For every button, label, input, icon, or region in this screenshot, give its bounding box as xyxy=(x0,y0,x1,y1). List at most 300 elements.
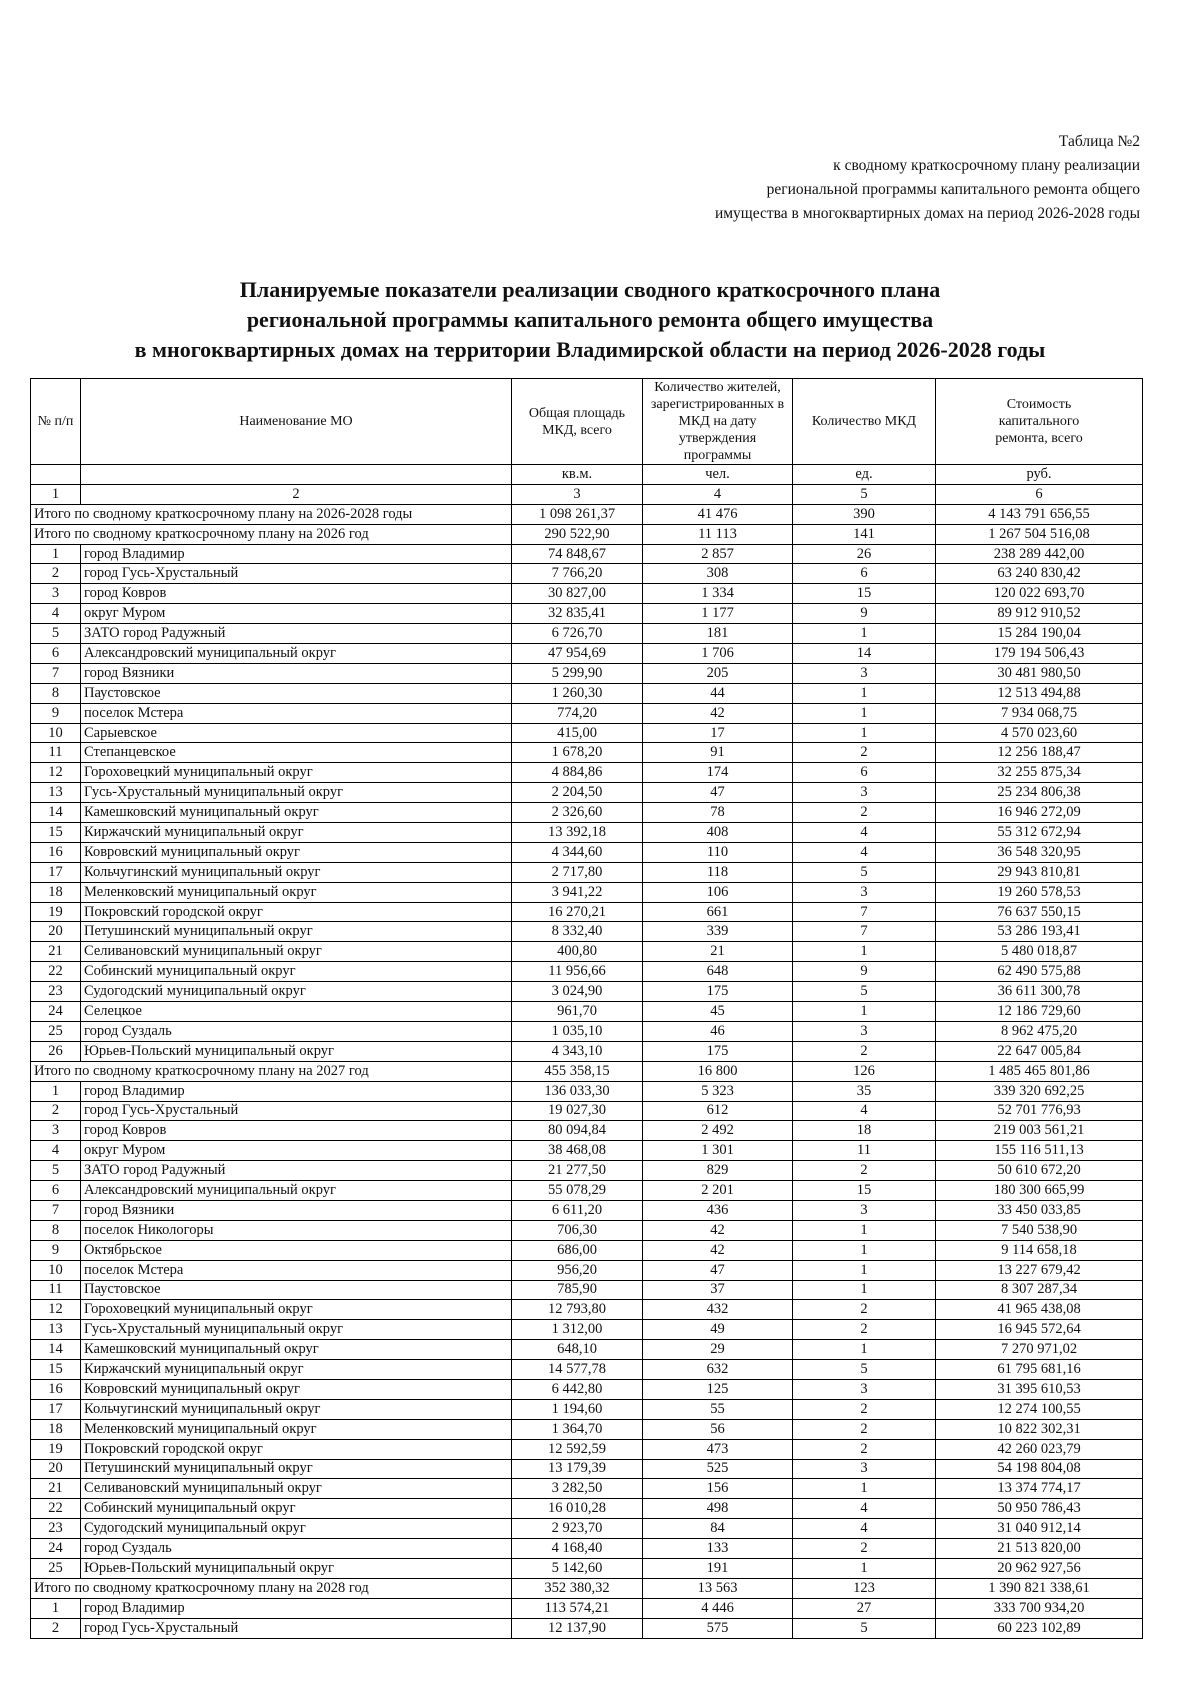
residents-value: 55 xyxy=(643,1399,793,1419)
area-value: 38 468,08 xyxy=(512,1141,643,1161)
residents-value: 44 xyxy=(643,683,793,703)
row-number: 18 xyxy=(31,1419,81,1439)
area-value: 961,70 xyxy=(512,1002,643,1022)
cost-value: 60 223 102,89 xyxy=(936,1618,1143,1638)
area-value: 956,20 xyxy=(512,1260,643,1280)
total-row xyxy=(31,1578,1143,1598)
row-number: 16 xyxy=(31,842,81,862)
mkd-count-value: 3 xyxy=(793,882,936,902)
mkd-count-value: 5 xyxy=(793,1360,936,1380)
area-value: 3 282,50 xyxy=(512,1479,643,1499)
municipality-name: Селивановский муниципальный округ xyxy=(81,942,512,962)
table-row xyxy=(31,683,1143,703)
area-value: 6 442,80 xyxy=(512,1379,643,1399)
row-number: 23 xyxy=(31,1519,81,1539)
area-value: 415,00 xyxy=(512,723,643,743)
area-value: 19 027,30 xyxy=(512,1101,643,1121)
cost-value: 12 274 100,55 xyxy=(936,1399,1143,1419)
cost-value: 41 965 438,08 xyxy=(936,1300,1143,1320)
residents-value: 16 800 xyxy=(643,1061,793,1081)
row-number: 8 xyxy=(31,683,81,703)
area-value: 2 923,70 xyxy=(512,1519,643,1539)
cost-value: 16 945 572,64 xyxy=(936,1320,1143,1340)
table-row xyxy=(31,1419,1143,1439)
residents-value: 21 xyxy=(643,942,793,962)
mkd-count-value: 1 xyxy=(793,1479,936,1499)
row-number: 3 xyxy=(31,584,81,604)
table-row xyxy=(31,982,1143,1002)
row-number: 2 xyxy=(31,1618,81,1638)
residents-value: 110 xyxy=(643,842,793,862)
municipality-name: Александровский муниципальный округ xyxy=(81,1181,512,1201)
residents-value: 175 xyxy=(643,1041,793,1061)
row-number: 25 xyxy=(31,1021,81,1041)
total-row xyxy=(31,1061,1143,1081)
municipality-name: город Владимир xyxy=(81,544,512,564)
table-row xyxy=(31,1439,1143,1459)
row-number: 21 xyxy=(31,942,81,962)
table-row xyxy=(31,1200,1143,1220)
mkd-count-value: 2 xyxy=(793,1041,936,1061)
cost-value: 12 186 729,60 xyxy=(936,1002,1143,1022)
mkd-count-value: 1 xyxy=(793,1340,936,1360)
municipality-name: Киржачский муниципальный округ xyxy=(81,823,512,843)
residents-value: 42 xyxy=(643,1220,793,1240)
residents-value: 175 xyxy=(643,982,793,1002)
municipality-name: округ Муром xyxy=(81,1141,512,1161)
area-value: 7 766,20 xyxy=(512,564,643,584)
cost-value: 7 934 068,75 xyxy=(936,703,1143,723)
area-value: 16 270,21 xyxy=(512,902,643,922)
mkd-count-value: 2 xyxy=(793,743,936,763)
municipality-name: Собинский муниципальный округ xyxy=(81,962,512,982)
title-line-1: Планируемые показатели реализации сводного краткосрочного плана xyxy=(239,277,941,302)
municipality-name: Меленковский муниципальный округ xyxy=(81,1419,512,1439)
mkd-count-value: 7 xyxy=(793,902,936,922)
cost-value: 15 284 190,04 xyxy=(936,624,1143,644)
residents-value: 661 xyxy=(643,902,793,922)
row-number: 15 xyxy=(31,1360,81,1380)
area-value: 4 344,60 xyxy=(512,842,643,862)
row-number: 5 xyxy=(31,1161,81,1181)
residents-value: 125 xyxy=(643,1379,793,1399)
municipality-name: Киржачский муниципальный округ xyxy=(81,1360,512,1380)
residents-value: 575 xyxy=(643,1618,793,1638)
residents-value: 56 xyxy=(643,1419,793,1439)
table-row xyxy=(31,564,1143,584)
residents-value: 11 113 xyxy=(643,524,793,544)
cost-value: 180 300 665,99 xyxy=(936,1181,1143,1201)
area-value: 785,90 xyxy=(512,1280,643,1300)
table-row xyxy=(31,1519,1143,1539)
title-line-3: в многоквартирных домах на территории Владимирской области на период 2026-2028 годы xyxy=(134,337,1046,362)
municipality-name: Паустовское xyxy=(81,1280,512,1300)
table-row xyxy=(31,1081,1143,1101)
cost-value: 1 390 821 338,61 xyxy=(936,1578,1143,1598)
municipality-name: Гороховецкий муниципальный округ xyxy=(81,1300,512,1320)
table-row xyxy=(31,1280,1143,1300)
cost-value: 1 485 465 801,86 xyxy=(936,1061,1143,1081)
residents-value: 525 xyxy=(643,1459,793,1479)
row-number: 1 xyxy=(31,544,81,564)
cost-value: 63 240 830,42 xyxy=(936,564,1143,584)
row-number: 12 xyxy=(31,763,81,783)
total-label: Итого по сводному краткосрочному плану на 2026 год xyxy=(31,524,512,544)
cost-value: 31 040 912,14 xyxy=(936,1519,1143,1539)
table-row xyxy=(31,743,1143,763)
cost-value: 333 700 934,20 xyxy=(936,1598,1143,1618)
area-value: 3 941,22 xyxy=(512,882,643,902)
title-line-2: региональной программы капитального ремонта общего имущества xyxy=(246,307,934,332)
mkd-count-value: 1 xyxy=(793,624,936,644)
mkd-count-value: 2 xyxy=(793,1399,936,1419)
cost-value: 7 540 538,90 xyxy=(936,1220,1143,1240)
row-number: 17 xyxy=(31,862,81,882)
municipality-name: Селивановский муниципальный округ xyxy=(81,1479,512,1499)
cost-value: 238 289 442,00 xyxy=(936,544,1143,564)
municipality-name: Покровский городской округ xyxy=(81,902,512,922)
residents-value: 205 xyxy=(643,663,793,683)
mkd-count-value: 3 xyxy=(793,783,936,803)
municipality-name: Судогодский муниципальный округ xyxy=(81,982,512,1002)
municipality-name: Камешковский муниципальный округ xyxy=(81,803,512,823)
municipality-name: город Ковров xyxy=(81,1121,512,1141)
table-row xyxy=(31,1121,1143,1141)
municipality-name: Гороховецкий муниципальный округ xyxy=(81,763,512,783)
municipality-name: Кольчугинский муниципальный округ xyxy=(81,862,512,882)
header-num: № п/п xyxy=(31,379,81,465)
mkd-count-value: 2 xyxy=(793,1439,936,1459)
area-value: 32 835,41 xyxy=(512,604,643,624)
cost-value: 9 114 658,18 xyxy=(936,1240,1143,1260)
area-value: 6 726,70 xyxy=(512,624,643,644)
row-number: 7 xyxy=(31,1200,81,1220)
municipality-name: Ковровский муниципальный округ xyxy=(81,1379,512,1399)
row-number: 2 xyxy=(31,1101,81,1121)
table-row xyxy=(31,703,1143,723)
table-row xyxy=(31,1240,1143,1260)
table-row xyxy=(31,922,1143,942)
residents-value: 13 563 xyxy=(643,1578,793,1598)
cost-value: 8 962 475,20 xyxy=(936,1021,1143,1041)
row-number: 15 xyxy=(31,823,81,843)
residents-value: 42 xyxy=(643,703,793,723)
cost-value: 120 022 693,70 xyxy=(936,584,1143,604)
table-row xyxy=(31,1558,1143,1578)
table-header-row xyxy=(31,379,1143,465)
cost-value: 19 260 578,53 xyxy=(936,882,1143,902)
area-value: 80 094,84 xyxy=(512,1121,643,1141)
area-value: 12 137,90 xyxy=(512,1618,643,1638)
area-value: 774,20 xyxy=(512,703,643,723)
row-number: 12 xyxy=(31,1300,81,1320)
cost-value: 21 513 820,00 xyxy=(936,1539,1143,1559)
row-number: 5 xyxy=(31,624,81,644)
residents-value: 42 xyxy=(643,1240,793,1260)
mkd-count-value: 2 xyxy=(793,1320,936,1340)
area-value: 1 035,10 xyxy=(512,1021,643,1041)
residents-value: 45 xyxy=(643,1002,793,1022)
table-row xyxy=(31,1300,1143,1320)
document-title xyxy=(40,275,1140,365)
municipality-name: город Вязники xyxy=(81,1200,512,1220)
mkd-count-value: 3 xyxy=(793,1021,936,1041)
col-number: 3 xyxy=(512,484,643,504)
area-value: 1 260,30 xyxy=(512,683,643,703)
cost-value: 13 227 679,42 xyxy=(936,1260,1143,1280)
table-row xyxy=(31,1002,1143,1022)
mkd-count-value: 1 xyxy=(793,683,936,703)
municipality-name: ЗАТО город Радужный xyxy=(81,624,512,644)
residents-value: 118 xyxy=(643,862,793,882)
row-number: 6 xyxy=(31,644,81,664)
total-label: Итого по сводному краткосрочному плану на 2028 год xyxy=(31,1578,512,1598)
area-value: 30 827,00 xyxy=(512,584,643,604)
cost-value: 62 490 575,88 xyxy=(936,962,1143,982)
total-row xyxy=(31,524,1143,544)
cost-value: 61 795 681,16 xyxy=(936,1360,1143,1380)
municipality-name: город Гусь-Хрустальный xyxy=(81,564,512,584)
col-number: 6 xyxy=(936,484,1143,504)
row-number: 11 xyxy=(31,1280,81,1300)
col-number: 1 xyxy=(31,484,81,504)
mkd-count-value: 1 xyxy=(793,942,936,962)
cost-value: 12 513 494,88 xyxy=(936,683,1143,703)
residents-value: 2 857 xyxy=(643,544,793,564)
mkd-count-value: 2 xyxy=(793,1161,936,1181)
cost-value: 1 267 504 516,08 xyxy=(936,524,1143,544)
row-number: 7 xyxy=(31,663,81,683)
row-number: 6 xyxy=(31,1181,81,1201)
row-number: 2 xyxy=(31,564,81,584)
cost-value: 31 395 610,53 xyxy=(936,1379,1143,1399)
row-number: 18 xyxy=(31,882,81,902)
area-value: 12 793,80 xyxy=(512,1300,643,1320)
residents-value: 4 446 xyxy=(643,1598,793,1618)
table-row xyxy=(31,803,1143,823)
mkd-count-value: 3 xyxy=(793,1379,936,1399)
area-value: 5 142,60 xyxy=(512,1558,643,1578)
municipality-name: Судогодский муниципальный округ xyxy=(81,1519,512,1539)
table-row xyxy=(31,1320,1143,1340)
area-value: 8 332,40 xyxy=(512,922,643,942)
municipality-name: Покровский городской округ xyxy=(81,1439,512,1459)
mkd-count-value: 5 xyxy=(793,1618,936,1638)
row-number: 26 xyxy=(31,1041,81,1061)
mkd-count-value: 1 xyxy=(793,1260,936,1280)
area-value: 4 343,10 xyxy=(512,1041,643,1061)
cost-value: 339 320 692,25 xyxy=(936,1081,1143,1101)
residents-value: 648 xyxy=(643,962,793,982)
area-value: 3 024,90 xyxy=(512,982,643,1002)
municipality-name: Юрьев-Польский муниципальный округ xyxy=(81,1558,512,1578)
municipality-name: Сарыевское xyxy=(81,723,512,743)
cost-value: 50 610 672,20 xyxy=(936,1161,1143,1181)
cost-value: 29 943 810,81 xyxy=(936,862,1143,882)
cost-value: 219 003 561,21 xyxy=(936,1121,1143,1141)
mkd-count-value: 35 xyxy=(793,1081,936,1101)
mkd-count-value: 1 xyxy=(793,1240,936,1260)
area-value: 1 098 261,37 xyxy=(512,504,643,524)
mkd-count-value: 18 xyxy=(793,1121,936,1141)
table-row xyxy=(31,644,1143,664)
area-value: 13 179,39 xyxy=(512,1459,643,1479)
mkd-count-value: 1 xyxy=(793,1220,936,1240)
table-row xyxy=(31,823,1143,843)
residents-value: 2 492 xyxy=(643,1121,793,1141)
row-number: 11 xyxy=(31,743,81,763)
area-value: 706,30 xyxy=(512,1220,643,1240)
row-number: 4 xyxy=(31,604,81,624)
table-row xyxy=(31,1260,1143,1280)
mkd-count-value: 6 xyxy=(793,763,936,783)
mkd-count-value: 4 xyxy=(793,1519,936,1539)
residents-value: 41 476 xyxy=(643,504,793,524)
row-number: 19 xyxy=(31,1439,81,1459)
municipality-name: Гусь-Хрустальный муниципальный округ xyxy=(81,1320,512,1340)
cost-value: 32 255 875,34 xyxy=(936,763,1143,783)
mkd-count-value: 27 xyxy=(793,1598,936,1618)
residents-value: 29 xyxy=(643,1340,793,1360)
area-value: 1 364,70 xyxy=(512,1419,643,1439)
unit-area: кв.м. xyxy=(512,465,643,485)
residents-value: 1 301 xyxy=(643,1141,793,1161)
table-row xyxy=(31,842,1143,862)
attachment-line-3: имущества в многоквартирных домах на период 2026-2028 годы xyxy=(714,205,1140,222)
cost-value: 10 822 302,31 xyxy=(936,1419,1143,1439)
municipality-name: ЗАТО город Радужный xyxy=(81,1161,512,1181)
attachment-table-number: Таблица №2 xyxy=(1058,133,1140,150)
mkd-count-value: 11 xyxy=(793,1141,936,1161)
residents-value: 408 xyxy=(643,823,793,843)
row-number: 8 xyxy=(31,1220,81,1240)
municipality-name: Степанцевское xyxy=(81,743,512,763)
residents-value: 91 xyxy=(643,743,793,763)
cost-value: 13 374 774,17 xyxy=(936,1479,1143,1499)
col-number: 2 xyxy=(81,484,512,504)
table-row xyxy=(31,1181,1143,1201)
area-value: 13 392,18 xyxy=(512,823,643,843)
municipality-name: город Гусь-Хрустальный xyxy=(81,1101,512,1121)
area-value: 6 611,20 xyxy=(512,1200,643,1220)
residents-value: 1 706 xyxy=(643,644,793,664)
municipality-name: округ Муром xyxy=(81,604,512,624)
cost-value: 36 611 300,78 xyxy=(936,982,1143,1002)
row-number: 10 xyxy=(31,723,81,743)
cost-value: 12 256 188,47 xyxy=(936,743,1143,763)
table-row xyxy=(31,544,1143,564)
residents-value: 191 xyxy=(643,1558,793,1578)
mkd-count-value: 2 xyxy=(793,1419,936,1439)
residents-value: 78 xyxy=(643,803,793,823)
table-row xyxy=(31,1598,1143,1618)
residents-value: 106 xyxy=(643,882,793,902)
municipality-name: поселок Никологоры xyxy=(81,1220,512,1240)
municipality-name: Юрьев-Польский муниципальный округ xyxy=(81,1041,512,1061)
row-number: 19 xyxy=(31,902,81,922)
municipality-name: Октябрьское xyxy=(81,1240,512,1260)
header-name: Наименование МО xyxy=(81,379,512,465)
residents-value: 632 xyxy=(643,1360,793,1380)
mkd-count-value: 1 xyxy=(793,1558,936,1578)
mkd-count-value: 126 xyxy=(793,1061,936,1081)
indicators-table xyxy=(30,378,1143,1639)
table-row xyxy=(31,1539,1143,1559)
area-value: 74 848,67 xyxy=(512,544,643,564)
area-value: 1 678,20 xyxy=(512,743,643,763)
residents-value: 2 201 xyxy=(643,1181,793,1201)
area-value: 14 577,78 xyxy=(512,1360,643,1380)
table-row xyxy=(31,1479,1143,1499)
cost-value: 25 234 806,38 xyxy=(936,783,1143,803)
mkd-count-value: 3 xyxy=(793,1200,936,1220)
header-mkd: Количество МКД xyxy=(793,379,936,465)
area-value: 686,00 xyxy=(512,1240,643,1260)
municipality-name: Петушинский муниципальный округ xyxy=(81,922,512,942)
unit-mkd: ед. xyxy=(793,465,936,485)
table-row xyxy=(31,1499,1143,1519)
municipality-name: Собинский муниципальный округ xyxy=(81,1499,512,1519)
residents-value: 436 xyxy=(643,1200,793,1220)
mkd-count-value: 15 xyxy=(793,1181,936,1201)
residents-value: 47 xyxy=(643,783,793,803)
table-row xyxy=(31,663,1143,683)
residents-value: 49 xyxy=(643,1320,793,1340)
row-number: 17 xyxy=(31,1399,81,1419)
residents-value: 339 xyxy=(643,922,793,942)
row-number: 10 xyxy=(31,1260,81,1280)
table-row xyxy=(31,1399,1143,1419)
mkd-count-value: 15 xyxy=(793,584,936,604)
cost-value: 53 286 193,41 xyxy=(936,922,1143,942)
municipality-name: город Суздаль xyxy=(81,1021,512,1041)
row-number: 3 xyxy=(31,1121,81,1141)
row-number: 25 xyxy=(31,1558,81,1578)
residents-value: 133 xyxy=(643,1539,793,1559)
residents-value: 174 xyxy=(643,763,793,783)
area-value: 113 574,21 xyxy=(512,1598,643,1618)
table-row xyxy=(31,962,1143,982)
area-value: 400,80 xyxy=(512,942,643,962)
municipality-name: город Суздаль xyxy=(81,1539,512,1559)
cost-value: 8 307 287,34 xyxy=(936,1280,1143,1300)
row-number: 20 xyxy=(31,922,81,942)
cost-value: 20 962 927,56 xyxy=(936,1558,1143,1578)
row-number: 9 xyxy=(31,1240,81,1260)
mkd-count-value: 1 xyxy=(793,723,936,743)
mkd-count-value: 123 xyxy=(793,1578,936,1598)
cost-value: 179 194 506,43 xyxy=(936,644,1143,664)
residents-value: 156 xyxy=(643,1479,793,1499)
table-row xyxy=(31,1161,1143,1181)
municipality-name: Петушинский муниципальный округ xyxy=(81,1459,512,1479)
row-number: 16 xyxy=(31,1379,81,1399)
mkd-count-value: 141 xyxy=(793,524,936,544)
mkd-count-value: 26 xyxy=(793,544,936,564)
row-number: 14 xyxy=(31,1340,81,1360)
mkd-count-value: 1 xyxy=(793,1280,936,1300)
row-number: 21 xyxy=(31,1479,81,1499)
row-number: 24 xyxy=(31,1002,81,1022)
municipality-name: город Гусь-Хрустальный xyxy=(81,1618,512,1638)
area-value: 21 277,50 xyxy=(512,1161,643,1181)
municipality-name: Камешковский муниципальный округ xyxy=(81,1340,512,1360)
cost-value: 89 912 910,52 xyxy=(936,604,1143,624)
cost-value: 16 946 272,09 xyxy=(936,803,1143,823)
cost-value: 54 198 804,08 xyxy=(936,1459,1143,1479)
residents-value: 1 334 xyxy=(643,584,793,604)
table-row xyxy=(31,1021,1143,1041)
